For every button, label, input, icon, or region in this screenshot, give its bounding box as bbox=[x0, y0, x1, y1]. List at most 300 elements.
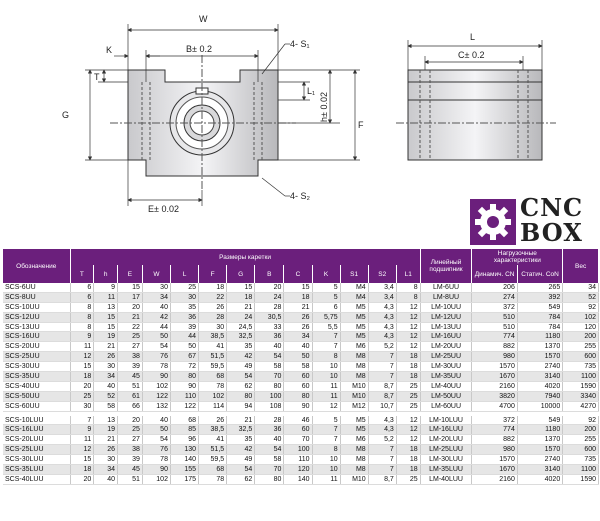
table-cell: M8 bbox=[340, 352, 368, 362]
table-cell: 13 bbox=[94, 302, 118, 312]
table-cell: 9 bbox=[70, 332, 94, 342]
table-cell: 30 bbox=[142, 283, 170, 292]
table-cell: 26 bbox=[284, 322, 312, 332]
table-cell: 40 bbox=[255, 342, 284, 352]
table-cell: 49 bbox=[227, 455, 255, 465]
table-cell: 7 bbox=[368, 455, 396, 465]
table-cell: 25 bbox=[118, 332, 143, 342]
table-cell: SCS-13UU bbox=[3, 322, 70, 332]
table-cell: 40 bbox=[142, 416, 170, 425]
table-cell: SCS-50UU bbox=[3, 391, 70, 401]
table-row bbox=[3, 362, 599, 372]
table-cell: 774 bbox=[472, 332, 517, 342]
header-col-l: L bbox=[170, 265, 198, 283]
table-cell: 735 bbox=[563, 455, 599, 465]
table-cell: 60 bbox=[284, 381, 312, 391]
table-cell: 1670 bbox=[472, 372, 517, 382]
table-cell: 60 bbox=[284, 425, 312, 435]
table-cell: 21 bbox=[94, 342, 118, 352]
table-cell: SCS-35LUU bbox=[3, 465, 70, 475]
table-cell: 4270 bbox=[563, 401, 599, 411]
table-cell: 58 bbox=[255, 362, 284, 372]
table-cell: SCS-20UU bbox=[3, 342, 70, 352]
header-col-k: K bbox=[312, 265, 340, 283]
table-cell: 6 bbox=[70, 292, 94, 302]
table-cell: 50 bbox=[170, 342, 198, 352]
table-cell: 2160 bbox=[472, 381, 517, 391]
table-cell: 7 bbox=[368, 465, 396, 475]
table-row bbox=[3, 292, 599, 302]
table-cell: M12 bbox=[340, 401, 368, 411]
table-cell: 1570 bbox=[517, 445, 562, 455]
header-static: Статич. CoN bbox=[517, 265, 562, 283]
table-cell: 76 bbox=[142, 352, 170, 362]
table-cell: 12 bbox=[396, 322, 420, 332]
table-cell: 52 bbox=[563, 292, 599, 302]
table-cell: 26 bbox=[199, 302, 227, 312]
table-row bbox=[3, 322, 599, 332]
table-cell: 27 bbox=[118, 435, 143, 445]
table-cell: SCS-40LUU bbox=[3, 474, 70, 484]
dim-B: B± 0.2 bbox=[186, 44, 212, 54]
table-cell: 255 bbox=[563, 342, 599, 352]
table-cell: 51,5 bbox=[199, 352, 227, 362]
table-cell: SCS-6UU bbox=[3, 283, 70, 292]
table-cell: 15 bbox=[70, 455, 94, 465]
table-cell: 12 bbox=[396, 302, 420, 312]
table-cell: 200 bbox=[563, 332, 599, 342]
table-cell: 3,4 bbox=[368, 292, 396, 302]
table-cell: 51 bbox=[118, 474, 143, 484]
specifications-table bbox=[3, 249, 599, 485]
table-cell: 28 bbox=[255, 416, 284, 425]
table-cell: 15 bbox=[227, 283, 255, 292]
table-cell: 20 bbox=[118, 302, 143, 312]
table-cell: 25 bbox=[396, 401, 420, 411]
table-cell: LM-8UU bbox=[420, 292, 472, 302]
table-cell: 18 bbox=[396, 372, 420, 382]
table-row bbox=[3, 465, 599, 475]
table-cell: 39 bbox=[118, 362, 143, 372]
table-cell: 40 bbox=[142, 302, 170, 312]
table-cell: 4,3 bbox=[368, 416, 396, 425]
table-cell: 24 bbox=[227, 312, 255, 322]
table-cell: 12 bbox=[396, 435, 420, 445]
table-cell: 25 bbox=[70, 391, 94, 401]
table-cell: 52 bbox=[94, 391, 118, 401]
dim-L1: L₁ bbox=[307, 86, 316, 96]
table-cell: 61 bbox=[118, 391, 143, 401]
table-row bbox=[3, 445, 599, 455]
logo-box: BOX bbox=[520, 218, 583, 247]
table-cell: 1570 bbox=[472, 455, 517, 465]
table-cell: 120 bbox=[563, 322, 599, 332]
table-cell: M5 bbox=[340, 416, 368, 425]
table-cell: 59,5 bbox=[199, 362, 227, 372]
table-cell: 68 bbox=[199, 465, 227, 475]
table-cell: 140 bbox=[284, 474, 312, 484]
table-cell: 30 bbox=[170, 292, 198, 302]
table-cell: 78 bbox=[142, 455, 170, 465]
table-cell: 80 bbox=[284, 391, 312, 401]
table-cell: 18 bbox=[199, 283, 227, 292]
table-cell: 18 bbox=[396, 455, 420, 465]
table-cell: 26 bbox=[284, 312, 312, 322]
table-cell: 4,3 bbox=[368, 302, 396, 312]
table-cell: 34 bbox=[142, 292, 170, 302]
table-cell: 80 bbox=[170, 372, 198, 382]
table-cell: 255 bbox=[563, 435, 599, 445]
table-cell: 32,5 bbox=[227, 425, 255, 435]
table-cell: 882 bbox=[472, 435, 517, 445]
table-cell: 44 bbox=[170, 332, 198, 342]
table-cell: 92 bbox=[563, 302, 599, 312]
table-cell: 1100 bbox=[563, 372, 599, 382]
table-cell: M8 bbox=[340, 372, 368, 382]
table-cell: 510 bbox=[472, 322, 517, 332]
table-cell: 1180 bbox=[517, 425, 562, 435]
table-row bbox=[3, 342, 599, 352]
table-cell: M5 bbox=[340, 322, 368, 332]
table-cell: 4,3 bbox=[368, 332, 396, 342]
table-cell: M5 bbox=[340, 332, 368, 342]
table-cell: 18 bbox=[70, 465, 94, 475]
side-view bbox=[396, 70, 556, 160]
table-cell: 90 bbox=[142, 465, 170, 475]
table-cell: LM-10UU bbox=[420, 302, 472, 312]
table-cell: 11 bbox=[312, 391, 340, 401]
dim-L: L bbox=[470, 32, 476, 42]
table-cell: 18 bbox=[396, 445, 420, 455]
table-row bbox=[3, 416, 599, 425]
table-cell: 59,5 bbox=[199, 455, 227, 465]
table-cell: 40 bbox=[94, 474, 118, 484]
table-cell: LM-40LUU bbox=[420, 474, 472, 484]
table-cell: 18 bbox=[70, 372, 94, 382]
table-cell: 3820 bbox=[472, 391, 517, 401]
table-cell: 21 bbox=[118, 312, 143, 322]
table-cell: 30 bbox=[94, 455, 118, 465]
table-cell: 92 bbox=[563, 416, 599, 425]
dim-T: T bbox=[94, 72, 100, 82]
table-cell: 41 bbox=[199, 435, 227, 445]
table-cell: 68 bbox=[199, 372, 227, 382]
table-cell: 54 bbox=[227, 372, 255, 382]
table-cell: 8 bbox=[396, 283, 420, 292]
table-cell: LM-40UU bbox=[420, 381, 472, 391]
table-cell: 200 bbox=[563, 425, 599, 435]
table-cell: 72 bbox=[170, 362, 198, 372]
table-cell: M10 bbox=[340, 391, 368, 401]
table-cell: 15 bbox=[284, 283, 312, 292]
table-cell: 12 bbox=[312, 401, 340, 411]
header-col-b: B bbox=[255, 265, 284, 283]
table-cell: LM-20UU bbox=[420, 342, 472, 352]
table-cell: 62 bbox=[227, 381, 255, 391]
header-col-f: F bbox=[199, 265, 227, 283]
table-cell: 26 bbox=[199, 416, 227, 425]
table-cell: 38 bbox=[118, 445, 143, 455]
table-cell: SCS-30UU bbox=[3, 362, 70, 372]
table-cell: M10 bbox=[340, 474, 368, 484]
table-cell: 40 bbox=[284, 342, 312, 352]
table-cell: 21 bbox=[94, 435, 118, 445]
table-cell: 25 bbox=[118, 425, 143, 435]
table-row bbox=[3, 352, 599, 362]
table-cell: 102 bbox=[199, 391, 227, 401]
table-cell: 34 bbox=[563, 283, 599, 292]
table-cell: 85 bbox=[170, 425, 198, 435]
table-cell: M6 bbox=[340, 435, 368, 445]
table-cell: 7 bbox=[312, 425, 340, 435]
table-cell: 12 bbox=[396, 332, 420, 342]
table-row bbox=[3, 283, 599, 292]
table-cell: 35 bbox=[227, 342, 255, 352]
table-cell: 980 bbox=[472, 445, 517, 455]
table-cell: 12 bbox=[70, 352, 94, 362]
table-cell: LM-25LUU bbox=[420, 445, 472, 455]
header-col-t: T bbox=[70, 265, 94, 283]
table-cell: 36 bbox=[255, 332, 284, 342]
table-cell: 11 bbox=[312, 474, 340, 484]
table-cell: LM-16LUU bbox=[420, 425, 472, 435]
table-cell: SCS-40UU bbox=[3, 381, 70, 391]
table-cell: 94 bbox=[227, 401, 255, 411]
table-cell: 22 bbox=[118, 322, 143, 332]
table-cell: 32,5 bbox=[227, 332, 255, 342]
table-cell: 3340 bbox=[563, 391, 599, 401]
table-cell: LM-30UU bbox=[420, 362, 472, 372]
table-cell: 25 bbox=[396, 474, 420, 484]
table-cell: 600 bbox=[563, 445, 599, 455]
table-cell: 58 bbox=[284, 362, 312, 372]
table-cell: 15 bbox=[94, 312, 118, 322]
table-cell: LM-50UU bbox=[420, 391, 472, 401]
table-cell: M5 bbox=[340, 312, 368, 322]
table-cell: SCS-60UU bbox=[3, 401, 70, 411]
table-cell: 25 bbox=[396, 391, 420, 401]
table-cell: 1370 bbox=[517, 342, 562, 352]
table-cell: M8 bbox=[340, 465, 368, 475]
table-cell: 42 bbox=[142, 312, 170, 322]
table-cell: 18 bbox=[396, 362, 420, 372]
table-cell: 274 bbox=[472, 292, 517, 302]
table-cell: M10 bbox=[340, 381, 368, 391]
table-row bbox=[3, 435, 599, 445]
table-cell: 96 bbox=[170, 435, 198, 445]
table-row bbox=[3, 401, 599, 411]
table-cell: 206 bbox=[472, 283, 517, 292]
table-cell: 7 bbox=[368, 362, 396, 372]
table-cell: 70 bbox=[255, 465, 284, 475]
table-cell: 110 bbox=[170, 391, 198, 401]
table-cell: 1100 bbox=[563, 465, 599, 475]
table-cell: 8 bbox=[396, 292, 420, 302]
table-cell: SCS-10LUU bbox=[3, 416, 70, 425]
table-cell: 8 bbox=[312, 445, 340, 455]
table-cell: 38,5 bbox=[199, 425, 227, 435]
table-cell: 8,7 bbox=[368, 391, 396, 401]
table-row bbox=[3, 312, 599, 322]
table-cell: 78 bbox=[199, 474, 227, 484]
table-cell: 33 bbox=[255, 322, 284, 332]
header-col-s1: S1 bbox=[340, 265, 368, 283]
table-cell: 40 bbox=[94, 381, 118, 391]
table-cell: 11 bbox=[94, 292, 118, 302]
table-cell: SCS-10UU bbox=[3, 302, 70, 312]
table-cell: LM-20LUU bbox=[420, 435, 472, 445]
front-view bbox=[110, 55, 296, 190]
table-cell: 8 bbox=[70, 312, 94, 322]
table-cell: 9 bbox=[70, 425, 94, 435]
table-cell: 392 bbox=[517, 292, 562, 302]
table-cell: 6 bbox=[312, 302, 340, 312]
table-cell: 15 bbox=[94, 322, 118, 332]
header-bearing: Линейный подшипник bbox=[420, 249, 472, 283]
table-cell: 12 bbox=[396, 312, 420, 322]
table-cell: SCS-20LUU bbox=[3, 435, 70, 445]
table-cell: 20 bbox=[118, 416, 143, 425]
table-cell: 24 bbox=[255, 292, 284, 302]
table-cell: M4 bbox=[340, 292, 368, 302]
table-cell: LM-35LUU bbox=[420, 465, 472, 475]
table-cell: 26 bbox=[94, 445, 118, 455]
cnc-box-logo bbox=[470, 193, 600, 248]
dim-h: h± 0.02 bbox=[319, 92, 329, 122]
dim-S1: 4- S₁ bbox=[290, 39, 310, 49]
table-cell: 10000 bbox=[517, 401, 562, 411]
table-cell: M6 bbox=[340, 342, 368, 352]
dim-K: K bbox=[106, 45, 113, 55]
table-cell: 62 bbox=[227, 474, 255, 484]
table-cell: 17 bbox=[118, 292, 143, 302]
table-cell: 8 bbox=[70, 322, 94, 332]
table-cell: 10 bbox=[312, 372, 340, 382]
table-cell: 8,7 bbox=[368, 474, 396, 484]
table-cell: 12 bbox=[396, 416, 420, 425]
table-cell: 5,75 bbox=[312, 312, 340, 322]
table-cell: 774 bbox=[472, 425, 517, 435]
table-cell: SCS-16UU bbox=[3, 332, 70, 342]
header-col-w: W bbox=[142, 265, 170, 283]
table-cell: 102 bbox=[563, 312, 599, 322]
table-cell: 11 bbox=[70, 435, 94, 445]
table-row bbox=[3, 381, 599, 391]
header-designation: Обозначение bbox=[3, 249, 70, 283]
table-cell: 25 bbox=[170, 283, 198, 292]
table-cell: 7940 bbox=[517, 391, 562, 401]
gear-icon bbox=[470, 199, 516, 245]
table-cell: 50 bbox=[142, 332, 170, 342]
table-cell: 10,7 bbox=[368, 401, 396, 411]
table-cell: 49 bbox=[227, 362, 255, 372]
table-cell: 15 bbox=[118, 283, 143, 292]
header-col-e: E bbox=[118, 265, 143, 283]
table-cell: 38,5 bbox=[199, 332, 227, 342]
table-cell: 265 bbox=[517, 283, 562, 292]
logo-cnc: CNC bbox=[520, 193, 584, 222]
table-cell: 42 bbox=[227, 445, 255, 455]
table-cell: 18 bbox=[284, 292, 312, 302]
table-cell: 5 bbox=[312, 416, 340, 425]
table-cell: 1180 bbox=[517, 332, 562, 342]
table-cell: 175 bbox=[170, 474, 198, 484]
table-cell: 7 bbox=[70, 416, 94, 425]
table-cell: 882 bbox=[472, 342, 517, 352]
table-cell: 50 bbox=[284, 352, 312, 362]
table-cell: 12 bbox=[70, 445, 94, 455]
table-row bbox=[3, 302, 599, 312]
table-row bbox=[3, 455, 599, 465]
table-row bbox=[3, 391, 599, 401]
table-cell: 80 bbox=[255, 381, 284, 391]
table-cell: M5 bbox=[340, 302, 368, 312]
table-cell: 78 bbox=[142, 362, 170, 372]
header-col-g: G bbox=[227, 265, 255, 283]
table-cell: 70 bbox=[255, 372, 284, 382]
table-cell: 36 bbox=[170, 312, 198, 322]
table-cell: 35 bbox=[170, 302, 198, 312]
table-cell: 7 bbox=[368, 372, 396, 382]
table-cell: 4,3 bbox=[368, 312, 396, 322]
table-cell: 1670 bbox=[472, 465, 517, 475]
table-cell: 19 bbox=[94, 332, 118, 342]
table-cell: 19 bbox=[94, 425, 118, 435]
table-cell: 155 bbox=[170, 465, 198, 475]
table-cell: 20 bbox=[255, 283, 284, 292]
table-cell: 38 bbox=[118, 352, 143, 362]
table-cell: 39 bbox=[170, 322, 198, 332]
table-cell: 18 bbox=[396, 465, 420, 475]
table-cell: 102 bbox=[142, 381, 170, 391]
table-cell: 54 bbox=[255, 352, 284, 362]
table-cell: 41 bbox=[199, 342, 227, 352]
table-cell: 4020 bbox=[517, 381, 562, 391]
header-weight: Вес bbox=[563, 249, 599, 283]
table-cell: 372 bbox=[472, 416, 517, 425]
table-row bbox=[3, 425, 599, 435]
table-cell: 5,2 bbox=[368, 342, 396, 352]
table-cell: 6 bbox=[70, 283, 94, 292]
table-cell: 25 bbox=[396, 381, 420, 391]
table-cell: LM-12UU bbox=[420, 312, 472, 322]
dim-S2: 4- S₂ bbox=[290, 191, 310, 201]
header-col-h: h bbox=[94, 265, 118, 283]
table-cell: LM-60UU bbox=[420, 401, 472, 411]
table-cell: 114 bbox=[199, 401, 227, 411]
table-row bbox=[3, 372, 599, 382]
table-cell: SCS-25UU bbox=[3, 352, 70, 362]
table-cell: LM-25UU bbox=[420, 352, 472, 362]
table-cell: 34 bbox=[94, 465, 118, 475]
header-load: Нагрузочные характеристики bbox=[472, 249, 563, 265]
table-cell: 7 bbox=[312, 332, 340, 342]
table-cell: 8 bbox=[70, 302, 94, 312]
table-cell: 67 bbox=[170, 352, 198, 362]
table-cell: 3140 bbox=[517, 372, 562, 382]
table-cell: SCS-8UU bbox=[3, 292, 70, 302]
table-cell: 12 bbox=[396, 342, 420, 352]
header-col-s2: S2 bbox=[368, 265, 396, 283]
table-cell: 34 bbox=[284, 332, 312, 342]
table-cell: 1590 bbox=[563, 381, 599, 391]
table-cell: 9 bbox=[94, 283, 118, 292]
table-cell: M5 bbox=[340, 425, 368, 435]
table-cell: 5,5 bbox=[312, 322, 340, 332]
table-cell: 4,3 bbox=[368, 322, 396, 332]
table-cell: 18 bbox=[227, 292, 255, 302]
table-cell: 5,2 bbox=[368, 435, 396, 445]
